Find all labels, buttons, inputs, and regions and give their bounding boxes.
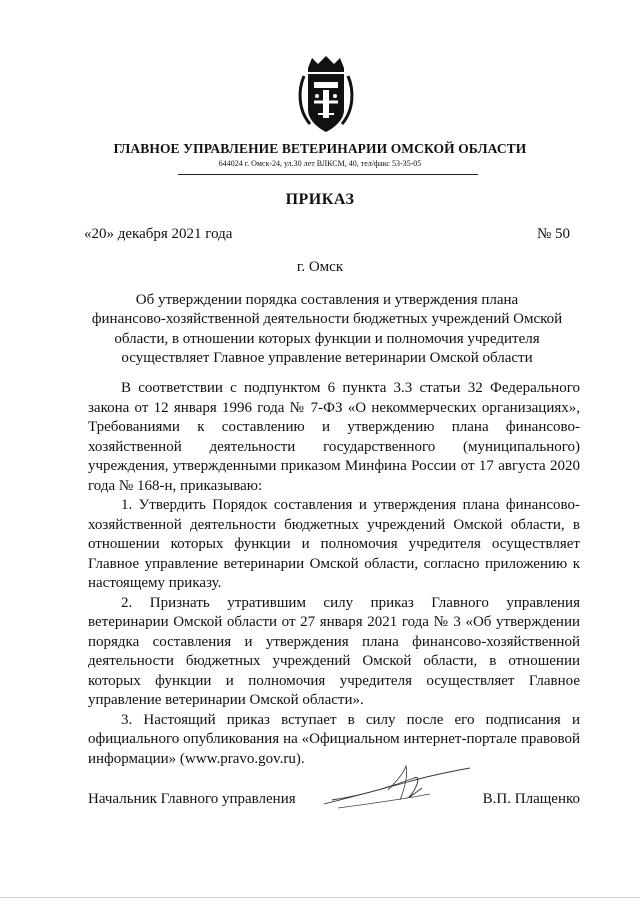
signatory-position: Начальник Главного управления	[88, 791, 296, 807]
body-paragraph: 2. Признать утратившим силу приказ Главного управления ветеринарии Омской области от 27 января 2021 года № 3 «Об утверждении порядка составления и утверждения плана финансово-хозяйственной деятельности бюджетных учреждений Омской области, в отношении которых функции и полномочия учредителя осуществляет Главное управление ветеринарии Омской области».	[88, 594, 580, 708]
header-divider	[178, 174, 478, 175]
omsk-coat-of-arms-icon	[296, 54, 356, 136]
body-paragraph: 3. Настоящий приказ вступает в силу после его подписания и официального опубликования на «Официальном интернет-портале правовой информации» (www.pravo.gov.ru).	[88, 711, 580, 767]
subject-line: области, в отношении которых функции и полномочия учредителя	[114, 330, 540, 347]
document-city: г. Омск	[296, 259, 344, 275]
signatory-name: В.П. Плащенко	[482, 791, 580, 807]
document-date: «20» декабря 2021 года	[84, 226, 233, 242]
page-bottom-edge	[0, 897, 640, 898]
organization-address: 644024 г. Омск-24, ул.30 лет ВЛКСМ, 40, тел/факс 53-35-05	[218, 159, 422, 168]
document-body	[88, 379, 580, 769]
subject-line: Об утверждении порядка составления и утверждения плана	[135, 292, 519, 308]
organization-name: ГЛАВНОЕ УПРАВЛЕНИЕ ВЕТЕРИНАРИИ ОМСКОЙ ОБЛАСТИ	[113, 141, 527, 156]
handwritten-signature	[318, 760, 478, 812]
subject-line: финансово-хозяйственной деятельности бюджетных учреждений Омской	[91, 311, 563, 328]
subject-line: осуществляет Главное управление ветеринарии Омской области	[121, 349, 533, 366]
body-paragraph: 1. Утвердить Порядок составления и утверждения плана финансово-хозяйственной деятельности бюджетных учреждений Омской области, в отношении которых функции и полномочия учредителя осуществляет Главное управление ветеринарии Омской области, согласно приложению к настоящему приказу.	[88, 497, 580, 591]
document-type-title: ПРИКАЗ	[285, 191, 355, 208]
body-paragraph: В соответствии с подпунктом 6 пункта 3.3 статьи 32 Федерального закона от 12 января 1996 года № 7-ФЗ «О некоммерческих организациях», Требованиями к составлению и утверждению плана финансово-хозяйственной деятельности государственного (муниципального) учреждения, утвержденными приказом Минфина России от 17 августа 2020 года № 168-н, приказываю:	[88, 380, 580, 494]
document-subject	[84, 291, 570, 368]
document-number: № 50	[536, 226, 570, 242]
